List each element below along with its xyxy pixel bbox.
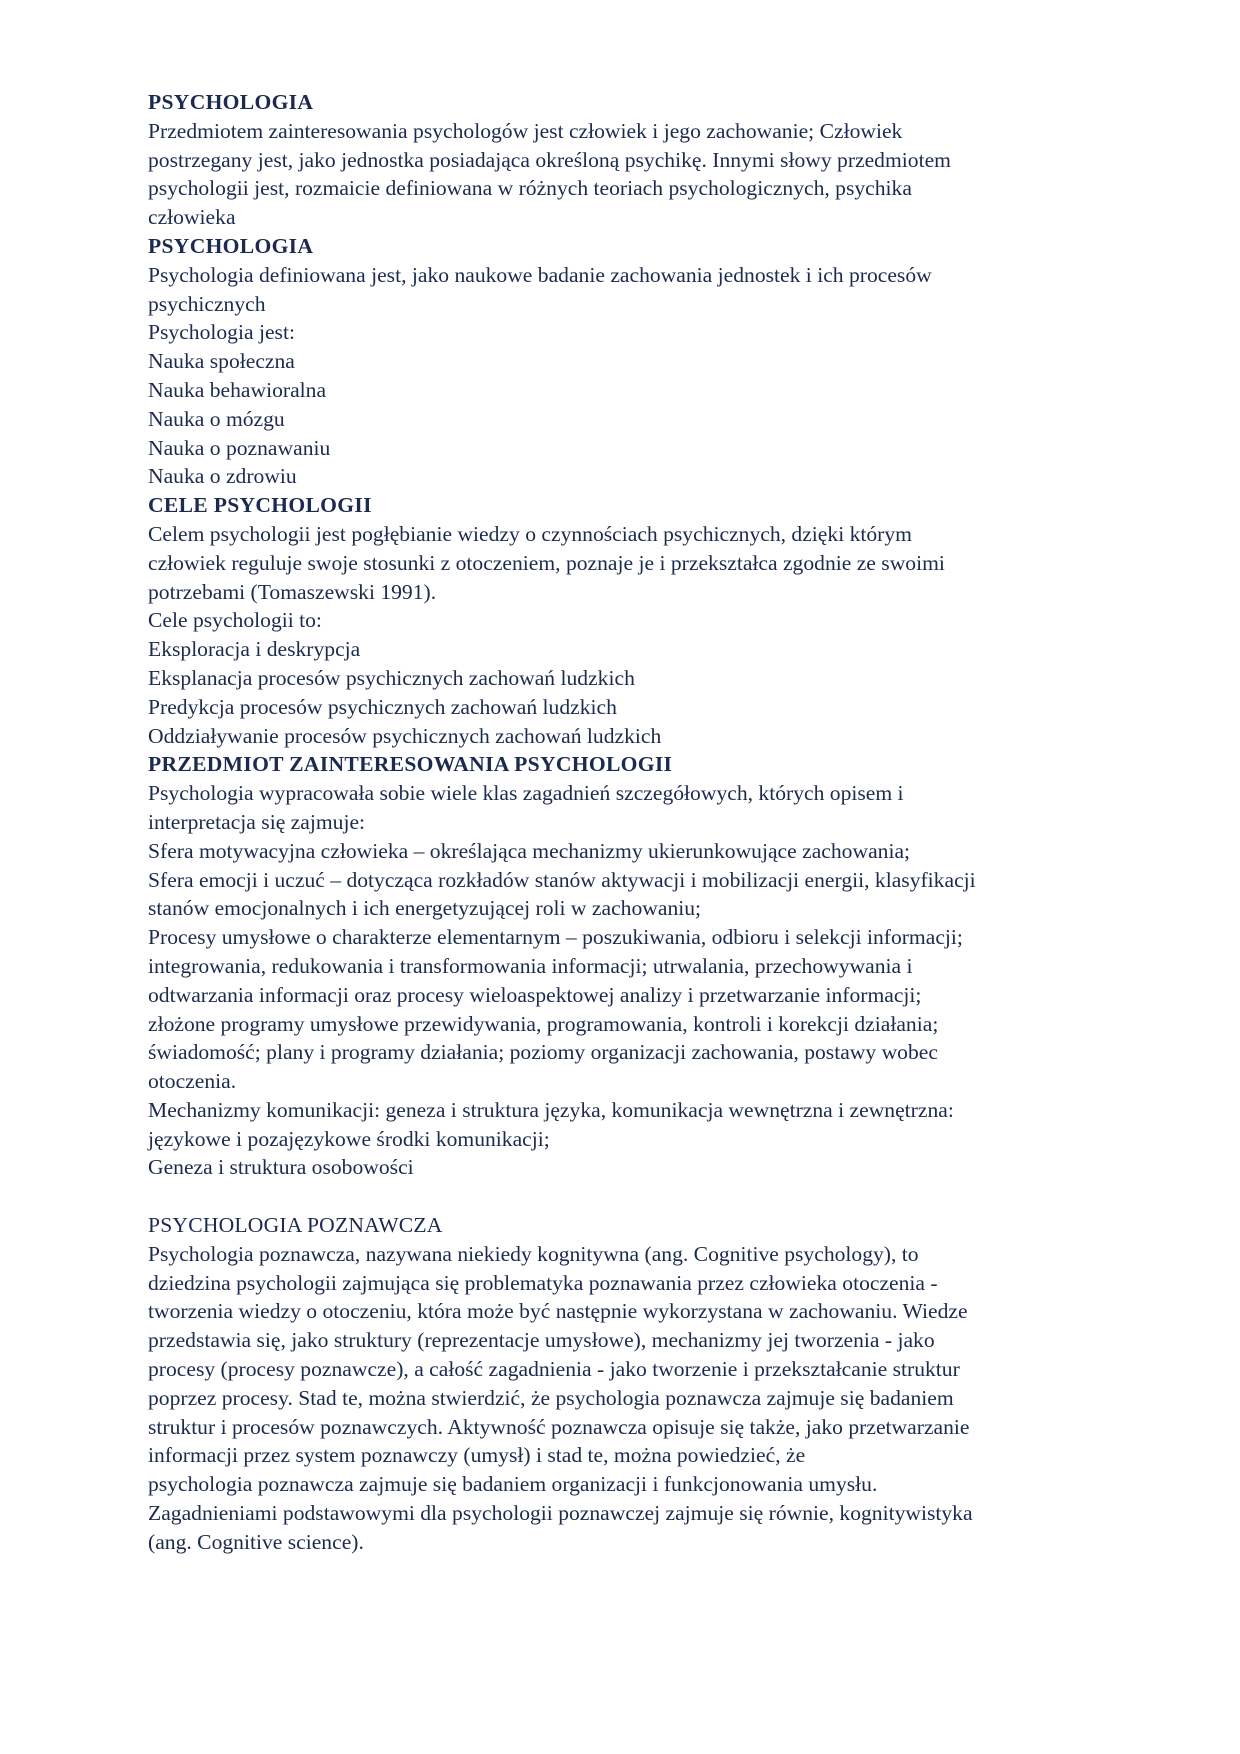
section-psychologia-1 xyxy=(148,88,1108,232)
paragraph-line: (ang. Cognitive science). xyxy=(148,1529,364,1554)
section-psychologia-2 xyxy=(148,232,1108,491)
paragraph-line: potrzebami (Tomaszewski 1991). xyxy=(148,579,437,604)
paragraph-line: Psychologia jest: xyxy=(148,320,295,345)
paragraph-line: informacji przez system poznawczy (umysł) i stad te, można powiedzieć, że xyxy=(148,1443,806,1468)
paragraph-line: przedstawia się, jako struktury (reprezentacje umysłowe), mechanizmy jej tworzenia - jako xyxy=(148,1328,935,1353)
list-item: Eksplanacja procesów psychicznych zachowań ludzkich xyxy=(148,665,635,690)
paragraph-line: psychicznych xyxy=(148,291,266,316)
paragraph-line: tworzenia wiedzy o otoczeniu, która może być następnie wykorzystana w zachowaniu. Wiedze xyxy=(148,1299,968,1324)
section-heading: PSYCHOLOGIA xyxy=(148,233,314,258)
paragraph-line: psychologia poznawcza zajmuje się badaniem organizacji i funkcjonowania umysłu. xyxy=(148,1472,878,1497)
section-heading: CELE PSYCHOLOGII xyxy=(148,493,372,518)
section-heading: PSYCHOLOGIA POZNAWCZA xyxy=(148,1213,443,1238)
section-heading: PSYCHOLOGIA xyxy=(148,90,314,114)
paragraph-line: Mechanizmy komunikacji: geneza i struktura języka, komunikacja wewnętrzna i zewnętrzna: xyxy=(148,1097,954,1122)
paragraph-line: Geneza i struktura osobowości xyxy=(148,1155,414,1180)
paragraph-line: Cele psychologii to: xyxy=(148,608,322,633)
paragraph-line: integrowania, redukowania i transformowania informacji; utrwalania, przechowywania i xyxy=(148,953,913,978)
paragraph-line: odtwarzania informacji oraz procesy wieloaspektowej analizy i przetwarzanie informacji; xyxy=(148,982,922,1007)
paragraph-line: Sfera motywacyjna człowieka – określająca mechanizmy ukierunkowujące zachowania; xyxy=(148,838,911,863)
list-item: Oddziaływanie procesów psychicznych zachowań ludzkich xyxy=(148,723,662,748)
section-heading: PRZEDMIOT ZAINTERESOWANIA PSYCHOLOGII xyxy=(148,752,673,777)
paragraph-line: Psychologia poznawcza, nazywana niekiedy kognitywna (ang. Cognitive psychology), to xyxy=(148,1241,919,1266)
paragraph-line: człowieka xyxy=(148,205,236,230)
blank-line xyxy=(148,1182,1108,1211)
paragraph-line: człowiek reguluje swoje stosunki z otoczeniem, poznaje je i przekształca zgodnie ze swoimi xyxy=(148,550,945,575)
paragraph-line: psychologii jest, rozmaicie definiowana w różnych teoriach psychologicznych, psychika xyxy=(148,176,912,201)
paragraph-line: Celem psychologii jest pogłębianie wiedzy o czynnościach psychicznych, dzięki którym xyxy=(148,521,912,546)
section-cele-psychologii xyxy=(148,491,1108,750)
paragraph-line: procesy (procesy poznawcze), a całość zagadnienia - jako tworzenie i przekształcanie struktur xyxy=(148,1357,960,1382)
paragraph-line: postrzegany jest, jako jednostka posiadająca określoną psychikę. Innymi słowy przedmiotem xyxy=(148,147,951,172)
paragraph-line: Psychologia wypracowała sobie wiele klas zagadnień szczegółowych, których opisem i xyxy=(148,781,904,806)
paragraph-line: stanów emocjonalnych i ich energetyzującej roli w zachowaniu; xyxy=(148,896,702,921)
list-item: Nauka o mózgu xyxy=(148,406,285,431)
list-item: Nauka o poznawaniu xyxy=(148,435,331,460)
paragraph-line: Psychologia definiowana jest, jako naukowe badanie zachowania jednostek i ich procesów xyxy=(148,262,932,287)
list-item: Predykcja procesów psychicznych zachowań ludzkich xyxy=(148,694,617,719)
paragraph-line: złożone programy umysłowe przewidywania, programowania, kontroli i korekcji działania; xyxy=(148,1011,939,1036)
paragraph-line: interpretacja się zajmuje: xyxy=(148,809,366,834)
section-przedmiot-zainteresowania xyxy=(148,750,1108,1182)
paragraph-line: Przedmiotem zainteresowania psychologów jest człowiek i jego zachowanie; Człowiek xyxy=(148,118,903,143)
list-item: Nauka społeczna xyxy=(148,349,295,374)
paragraph-line: Procesy umysłowe o charakterze elementarnym – poszukiwania, odbioru i selekcji informacji; xyxy=(148,925,963,950)
paragraph-line: Sfera emocji i uczuć – dotycząca rozkładów stanów aktywacji i mobilizacji energii, klasyfikacji xyxy=(148,867,976,892)
document-page xyxy=(148,88,1108,1557)
paragraph-line: otoczenia. xyxy=(148,1069,237,1094)
paragraph-line: Zagadnieniami podstawowymi dla psychologii poznawczej zajmuje się równie, kognitywistyka xyxy=(148,1501,973,1526)
paragraph-line: świadomość; plany i programy działania; poziomy organizacji zachowania, postawy wobec xyxy=(148,1040,938,1065)
list-item: Nauka o zdrowiu xyxy=(148,464,297,489)
list-item: Eksploracja i deskrypcja xyxy=(148,637,361,662)
paragraph-line: struktur i procesów poznawczych. Aktywność poznawcza opisuje się także, jako przetwarzanie xyxy=(148,1414,970,1439)
section-psychologia-poznawcza xyxy=(148,1211,1108,1557)
paragraph-line: językowe i pozajęzykowe środki komunikacji; xyxy=(148,1126,550,1151)
paragraph-line: dziedzina psychologii zajmująca się problematyka poznawania przez człowieka otoczenia - xyxy=(148,1270,938,1295)
paragraph-line: poprzez procesy. Stad te, można stwierdzić, że psychologia poznawcza zajmuje się badaniem xyxy=(148,1385,954,1410)
list-item: Nauka behawioralna xyxy=(148,377,327,402)
